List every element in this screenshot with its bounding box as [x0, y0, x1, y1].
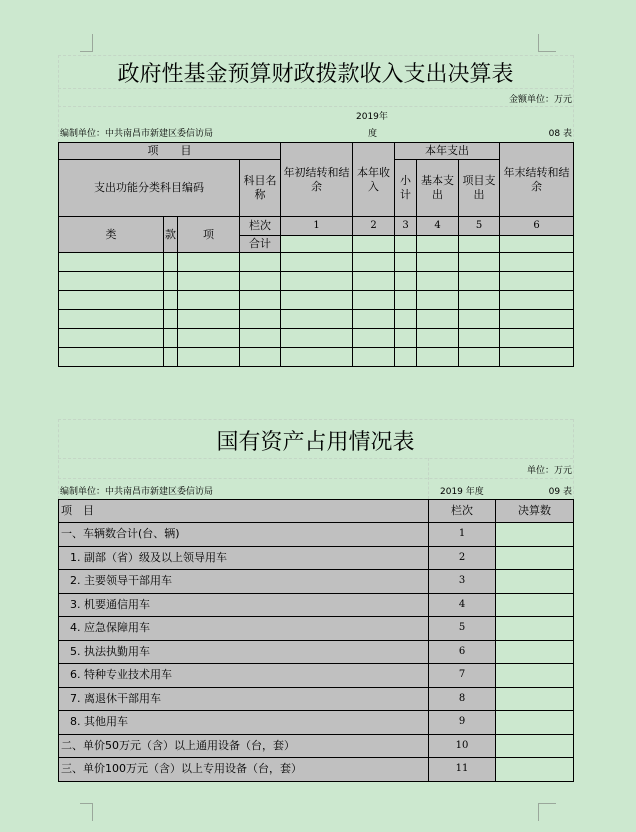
- table-row: [59, 310, 574, 329]
- row-number: 11: [429, 758, 496, 782]
- column-number-5: 5: [459, 217, 500, 236]
- row-value: [496, 570, 574, 594]
- header-current-expenditure: 本年支出: [395, 143, 500, 160]
- header-item: 项 目: [59, 143, 281, 160]
- row-label: 6. 特种专业技术用车: [59, 664, 429, 688]
- row-number: 7: [429, 664, 496, 688]
- row-label: 7. 离退休干部用车: [59, 687, 429, 711]
- header-total: 合计: [240, 236, 281, 253]
- gridline: [58, 419, 573, 420]
- table-cell: [353, 236, 395, 253]
- table-cell: [459, 236, 500, 253]
- row-label: 2. 主要领导干部用车: [59, 570, 429, 594]
- header-subtotal: 小计: [395, 160, 417, 217]
- header-end-balance: 年末结转和结余: [500, 143, 574, 217]
- table-cell: [500, 236, 574, 253]
- table1-unit: 金额单位：万元: [508, 95, 572, 105]
- row-value: [496, 711, 574, 735]
- column-number-3: 3: [395, 217, 417, 236]
- row-value: [496, 758, 574, 782]
- table2-year: 2019 年度: [440, 487, 484, 497]
- row-label: 3. 机要通信用车: [59, 593, 429, 617]
- table1-title: 政府性基金预算财政拨款收入支出决算表: [117, 62, 514, 87]
- column-number-1: 1: [281, 217, 353, 236]
- header-final-amount: 决算数: [496, 500, 574, 523]
- table-row: [59, 272, 574, 291]
- header-income: 本年收入: [353, 143, 395, 217]
- gridline: [58, 106, 573, 107]
- row-number: 10: [429, 734, 496, 758]
- row-label: 三、单价100万元（含）以上专用设备（台，套）: [59, 758, 429, 782]
- table-row: [59, 758, 574, 782]
- row-label: 4. 应急保障用车: [59, 617, 429, 641]
- table-row: [59, 711, 574, 735]
- row-number: 8: [429, 687, 496, 711]
- header-column-number: 栏次: [240, 217, 281, 236]
- table-row: [59, 617, 574, 641]
- header-begin-balance: 年初结转和结余: [281, 143, 353, 217]
- row-value: [496, 687, 574, 711]
- header-function-code: 支出功能分类科目编码: [59, 160, 240, 217]
- header-column-number: 栏次: [429, 500, 496, 523]
- row-number: 2: [429, 546, 496, 570]
- table2-org: 编制单位：中共南昌市新建区委信访局: [60, 487, 214, 497]
- row-number: 5: [429, 617, 496, 641]
- row-label: 一、车辆数合计(台、辆): [59, 523, 429, 547]
- table-row: [59, 570, 574, 594]
- row-value: [496, 546, 574, 570]
- header-kuan: 款: [164, 217, 178, 253]
- row-value: [496, 523, 574, 547]
- gridline: [428, 458, 429, 499]
- table-row: [59, 523, 574, 547]
- table-row: [59, 593, 574, 617]
- table-cell: [395, 236, 417, 253]
- column-number-6: 6: [500, 217, 574, 236]
- table1-year-line2: 度: [368, 129, 378, 139]
- table-row: [59, 664, 574, 688]
- row-number: 3: [429, 570, 496, 594]
- table-cell: [281, 236, 353, 253]
- corner-mark-top-right: [538, 34, 556, 52]
- table-row: [59, 348, 574, 367]
- table2-unit: 单位：万元: [526, 466, 572, 476]
- row-value: [496, 617, 574, 641]
- row-label: 5. 执法执勤用车: [59, 640, 429, 664]
- table-row: [59, 546, 574, 570]
- row-value: [496, 593, 574, 617]
- table-row: [59, 253, 574, 272]
- corner-mark-top-left: [80, 34, 93, 52]
- header-basic-expenditure: 基本支出: [417, 160, 459, 217]
- corner-mark-bottom-left: [80, 803, 93, 821]
- gridline: [573, 419, 574, 499]
- row-label: 二、单价50万元（含）以上通用设备（台，套）: [59, 734, 429, 758]
- row-value: [496, 664, 574, 688]
- column-number-4: 4: [417, 217, 459, 236]
- header-subject-name: 科目名称: [240, 160, 281, 217]
- row-value: [496, 640, 574, 664]
- header-project-expenditure: 项目支出: [459, 160, 500, 217]
- row-number: 9: [429, 711, 496, 735]
- table-cell: [417, 236, 459, 253]
- table1-year-line1: 2019年: [356, 112, 388, 122]
- row-number: 6: [429, 640, 496, 664]
- header-lei: 类: [59, 217, 164, 253]
- table-row: [59, 640, 574, 664]
- gridline: [58, 458, 573, 459]
- row-label: 8. 其他用车: [59, 711, 429, 735]
- fund-budget-table: [58, 142, 574, 367]
- table2-number: 09 表: [548, 487, 572, 497]
- row-number: 4: [429, 593, 496, 617]
- row-value: [496, 734, 574, 758]
- table-row: [59, 687, 574, 711]
- table-row: [59, 329, 574, 348]
- gridline: [58, 478, 573, 479]
- header-item: 项 目: [59, 500, 429, 523]
- header-xiang: 项: [178, 217, 240, 253]
- table1-number: 08 表: [548, 129, 572, 139]
- gridline: [58, 88, 573, 89]
- table1-org: 编制单位：中共南昌市新建区委信访局: [60, 129, 214, 139]
- gridline: [573, 55, 574, 142]
- row-number: 1: [429, 523, 496, 547]
- table-row: [59, 291, 574, 310]
- row-label: 1. 副部（省）级及以上领导用车: [59, 546, 429, 570]
- gridline: [58, 55, 573, 56]
- table-row: [59, 734, 574, 758]
- table2-title: 国有资产占用情况表: [216, 430, 415, 455]
- state-assets-table: [58, 499, 574, 782]
- column-number-2: 2: [353, 217, 395, 236]
- corner-mark-bottom-right: [538, 803, 556, 821]
